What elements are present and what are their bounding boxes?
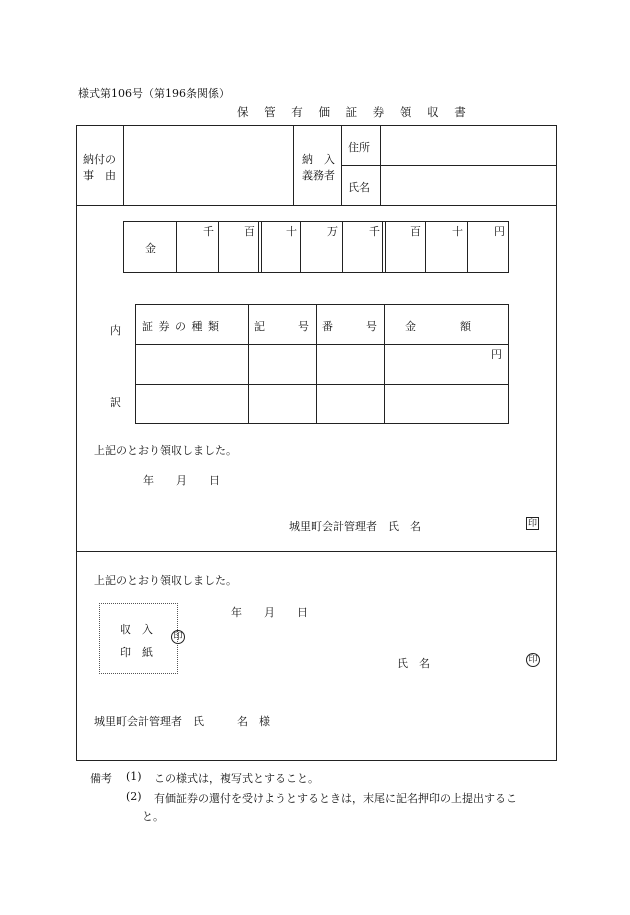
digit-label: 千 (369, 225, 380, 238)
digit-label: 千 (203, 225, 214, 238)
form-number: 様式第106号（第196条関係） (78, 87, 230, 100)
divider (300, 221, 301, 273)
signer-label: 城里町会計管理者 氏 名 (289, 520, 421, 533)
divider (382, 221, 383, 273)
note-number: (1) (126, 770, 142, 783)
seal-icon: 印 (171, 630, 185, 644)
receipt-date[interactable]: 年 月 日 (231, 606, 308, 619)
yen-unit: 円 (491, 348, 502, 361)
section-divider (76, 551, 557, 552)
payer-label: 納 入 (302, 153, 335, 166)
column-header: 記 号 (254, 320, 309, 333)
divider (218, 221, 219, 273)
payer-label: 義務者 (302, 169, 335, 182)
reason-field[interactable] (124, 126, 293, 205)
digit-label: 十 (452, 225, 463, 238)
divider (135, 384, 509, 385)
divider (385, 221, 386, 273)
note-number: (2) (126, 790, 142, 803)
divider (76, 205, 557, 206)
digit-label: 百 (410, 225, 421, 238)
divider (258, 221, 259, 273)
amount-label: 金 (145, 242, 156, 255)
divider (342, 221, 343, 273)
notes-label: 備考 (90, 772, 112, 785)
breakdown-label: 内 (110, 324, 121, 337)
revenue-stamp-area (99, 603, 178, 674)
digit-label: 百 (244, 225, 255, 238)
seal-icon: 印 (526, 653, 540, 667)
divider (467, 221, 468, 273)
reason-label: 事 由 (83, 169, 116, 182)
divider (293, 125, 294, 205)
seal-box: 印 (527, 519, 537, 529)
symbol-cell[interactable] (249, 345, 316, 384)
digit-label: 円 (494, 225, 505, 238)
security-type-cell[interactable] (136, 345, 248, 384)
note-text: 有価証券の還付を受けようとするときは，末尾に記名押印の上提出するこ (154, 792, 517, 805)
amount-cell[interactable] (385, 345, 508, 384)
stamp-label: 収 入 (120, 623, 153, 636)
column-header: 証 券 の 種 類 (142, 320, 220, 333)
addressee: 城里町会計管理者 氏 名 様 (94, 715, 270, 728)
note-text: この様式は，複写式とすること。 (154, 772, 319, 785)
column-header: 金 額 (405, 320, 471, 333)
divider (261, 221, 262, 273)
note-text: と。 (142, 810, 164, 823)
stamp-label: 印 紙 (120, 646, 153, 659)
receipt-statement: 上記のとおり領収しました。 (94, 574, 237, 587)
digit-label: 十 (286, 225, 297, 238)
reason-label: 納付の (83, 153, 116, 166)
address-field[interactable] (381, 126, 556, 165)
receipt-statement: 上記のとおり領収しました。 (94, 444, 237, 457)
receipt-date[interactable]: 年 月 日 (143, 474, 220, 487)
divider (176, 221, 177, 273)
breakdown-label: 訳 (110, 396, 121, 409)
divider (425, 221, 426, 273)
column-header: 番 号 (322, 320, 377, 333)
name-field[interactable] (381, 166, 556, 205)
name-label: 氏名 (348, 181, 370, 194)
name-label: 氏 名 (397, 657, 430, 670)
digit-label: 万 (327, 225, 338, 238)
page-title: 保 管 有 価 証 券 領 収 書 (237, 105, 472, 119)
number-cell[interactable] (317, 345, 384, 384)
address-label: 住所 (348, 141, 370, 154)
